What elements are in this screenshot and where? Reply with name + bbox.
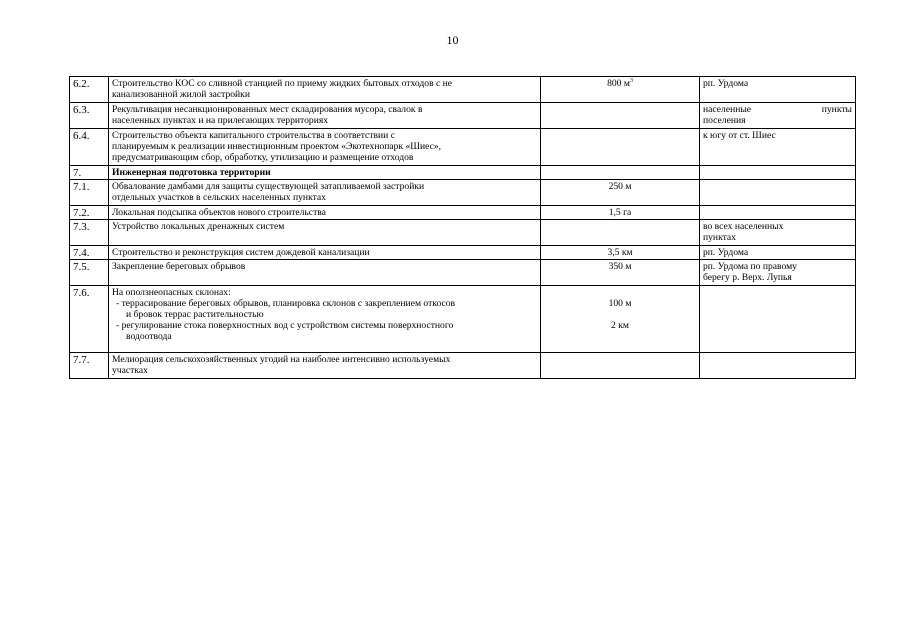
row-number: 7.2. (70, 206, 109, 220)
table-row (70, 206, 856, 220)
row-number: 6.4. (70, 129, 109, 166)
row-description (109, 103, 541, 129)
page-number: 10 (446, 33, 459, 47)
row-volume (541, 103, 700, 129)
table-row (70, 260, 856, 286)
row-location (700, 220, 856, 246)
location-word: пункты (821, 104, 852, 115)
description-line: - регулирование стока поверхностных вод с устройством системы поверхностного (116, 320, 454, 331)
row-location (700, 166, 856, 180)
measures-table (69, 76, 856, 379)
row-volume (541, 220, 700, 246)
volume-value: 800 м (607, 78, 630, 89)
row-volume: 350 м (541, 260, 700, 286)
row-description (109, 220, 541, 246)
row-location (700, 77, 856, 103)
location-line: берегу р. Верх. Лупья (703, 272, 792, 283)
description-line: Мелиорация сельскохозяйственных угодий на наиболее интенсивно используемых (112, 354, 451, 365)
row-number: 7.7. (70, 353, 109, 379)
description-line: Рекультивация несанкционированных мест складирования мусора, свалок в (112, 104, 423, 115)
location-word: населенные (703, 104, 752, 115)
row-volume: 3,5 км (541, 246, 700, 260)
description-line: планируемым к реализации инвестиционным проектом «Экотехнопарк «Шиес», (112, 141, 442, 152)
description-line: участках (112, 365, 148, 376)
row-volume: 1,5 га (541, 206, 700, 220)
row-location (700, 353, 856, 379)
description-line: населенных пунктах и на прилегающих территориях (112, 115, 329, 126)
location-line: к югу от ст. Шиес (703, 130, 776, 141)
row-number: 6.2. (70, 77, 109, 103)
description-line: и бровок террас растительностью (126, 309, 264, 320)
description-line: Локальная подсыпка объектов нового строительства (112, 207, 326, 218)
location-line: рп. Урдома (703, 78, 749, 89)
row-location (700, 129, 856, 166)
table-row (70, 286, 856, 353)
location-line (703, 104, 852, 115)
row-volume: 250 м (541, 180, 700, 206)
row-location (700, 206, 856, 220)
volume-unit-exponent: 3 (629, 77, 633, 84)
table-row (70, 180, 856, 206)
row-number: 7.5. (70, 260, 109, 286)
section-row (70, 166, 856, 180)
description-line: Устройство локальных дренажных систем (112, 221, 285, 232)
row-volume (541, 166, 700, 180)
section-title: Инженерная подготовка территории (109, 166, 541, 180)
row-number: 7.4. (70, 246, 109, 260)
row-number: 7.3. (70, 220, 109, 246)
description-line: На оползнеопасных склонах: (112, 287, 231, 298)
table-row (70, 220, 856, 246)
row-number: 7.6. (70, 286, 109, 353)
description-line: - террасирование береговых обрывов, планировка склонов с закреплением откосов (116, 298, 456, 309)
row-volume (541, 353, 700, 379)
row-description (109, 353, 541, 379)
section-number: 7. (70, 166, 109, 180)
location-line: рп. Урдома по правому (703, 261, 797, 272)
table-row (70, 246, 856, 260)
volume-value: 100 м (608, 298, 632, 309)
description-line: отдельных участков в сельских населенных пунктах (112, 192, 326, 203)
table-row (70, 103, 856, 129)
row-description (109, 206, 541, 220)
location-line: пунктах (703, 232, 736, 243)
row-location (700, 180, 856, 206)
row-description (109, 180, 541, 206)
row-number: 7.1. (70, 180, 109, 206)
description-line: Строительство и реконструкция систем дождевой канализации (112, 247, 370, 258)
table-row (70, 129, 856, 166)
row-location (700, 246, 856, 260)
table-row (70, 77, 856, 103)
description-line: водоотвода (126, 331, 172, 342)
row-description (109, 286, 541, 353)
row-description (109, 129, 541, 166)
description-line: предусматривающим сбор, обработку, утилизацию и размещение отходов (112, 152, 414, 163)
row-description (109, 260, 541, 286)
row-number: 6.3. (70, 103, 109, 129)
row-volume (541, 77, 700, 103)
row-location (700, 103, 856, 129)
description-line: канализованной жилой застройки (112, 89, 250, 100)
location-line: рп. Урдома (703, 247, 749, 258)
description-line: Строительство объекта капитального строительства в соответствии с (112, 130, 395, 141)
description-line: Строительство КОС со сливной станцией по приему жидких бытовых отходов с не (112, 78, 453, 89)
row-location (700, 286, 856, 353)
location-line: во всех населенных (703, 221, 784, 232)
row-description (109, 246, 541, 260)
volume-value: 2 км (611, 320, 629, 331)
description-line: Закрепление береговых обрывов (112, 261, 246, 272)
row-location (700, 260, 856, 286)
location-line: поселения (703, 115, 746, 126)
table-row (70, 353, 856, 379)
description-line: Обвалование дамбами для защиты существующей затапливаемой застройки (112, 181, 425, 192)
row-volume (541, 286, 700, 353)
row-volume (541, 129, 700, 166)
row-description (109, 77, 541, 103)
